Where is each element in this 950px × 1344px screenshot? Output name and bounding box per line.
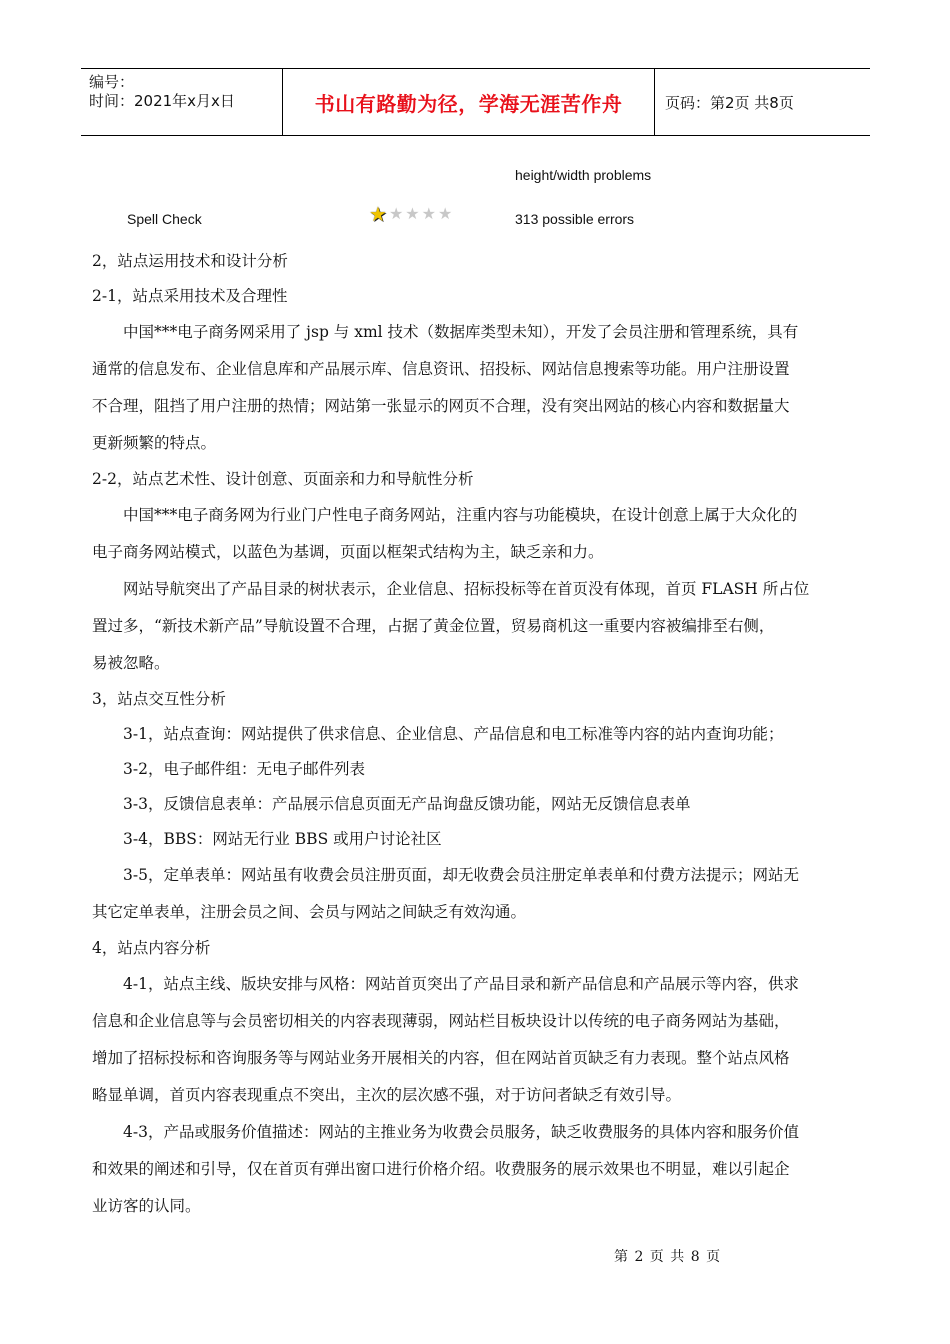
section-3-title: 3，站点交互性分析 (92, 690, 226, 708)
star-empty-icon: ★ (405, 204, 420, 223)
spell-check-result: 313 possible errors (515, 211, 635, 227)
spell-check-label: Spell Check (127, 211, 202, 227)
star-empty-icon: ★ (437, 204, 453, 223)
section-2-title: 2，站点运用技术和设计分析 (92, 252, 288, 270)
spell-check-rating (369, 202, 453, 226)
paragraph-line: 其它定单表单，注册会员之间、会员与网站之间缺乏有效沟通。 (92, 903, 527, 921)
star-empty-icon: ★ (388, 204, 404, 223)
paragraph-line: 电子商务网站模式，以蓝色为基调，页面以框架式结构为主，缺乏亲和力。 (92, 543, 604, 561)
paragraph-line: 置过多，“新技术新产品”导航设置不合理，占据了黄金位置，贸易商机这一重要内容被编排至右侧， (92, 617, 775, 635)
paragraph-line: 更新频繁的特点。 (92, 434, 217, 452)
star-filled-icon: ★ (369, 202, 387, 226)
paragraph-line: 易被忽略。 (92, 654, 170, 672)
page-footer: 第 2 页 共 8 页 (614, 1249, 722, 1265)
section-3-3-item: 3-3，反馈信息表单：产品展示信息页面无产品询盘反馈功能，网站无反馈信息表单 (123, 795, 691, 813)
page-info-text: 页码：第2页 共8页 (665, 93, 794, 112)
paragraph-line: 中国***电子商务网采用了 jsp 与 xml 技术（数据库类型未知），开发了会员注册和管理系统，具有 (123, 323, 799, 341)
number-label: 编号： (89, 73, 135, 91)
section-4-1-item: 4-1，站点主线、版块安排与风格：网站首页突出了产品目录和新产品信息和产品展示等内容，供求 (123, 975, 799, 993)
document-header (81, 68, 870, 136)
paragraph-line: 通常的信息发布、企业信息库和产品展示库、信息资讯、招投标、网站信息搜索等功能。用户注册设置 (92, 360, 790, 378)
paragraph-line: 增加了招标投标和咨询服务等与网站业务开展相关的内容，但在网站首页缺乏有力表现。整个站点风格 (92, 1049, 790, 1067)
paragraph-line: 网站导航突出了产品目录的树状表示，企业信息、招标投标等在首页没有体现，首页 FLASH 所占位 (123, 580, 810, 598)
section-4-3-item: 4-3，产品或服务价值描述：网站的主推业务为收费会员服务，缺乏收费服务的具体内容和服务价值 (123, 1123, 799, 1141)
header-meta (81, 69, 282, 135)
paragraph-line: 和效果的阐述和引导，仅在首页有弹出窗口进行价格介绍。收费服务的展示效果也不明显，难以引起企 (92, 1160, 790, 1178)
paragraph-line: 业访客的认同。 (92, 1197, 201, 1215)
section-3-4-item: 3-4，BBS：网站无行业 BBS 或用户讨论社区 (123, 830, 442, 848)
paragraph-line: 信息和企业信息等与会员密切相关的内容表现薄弱，网站栏目板块设计以传统的电子商务网站为基础， (92, 1012, 790, 1030)
document-body (92, 244, 860, 1225)
prev-eval-note: height/width problems (515, 167, 652, 183)
date-label: 时间：2021年x月x日 (89, 92, 235, 110)
header-motto-cell (282, 69, 655, 135)
paragraph-line: 中国***电子商务网为行业门户性电子商务网站，注重内容与功能模块，在设计创意上属于大众化的 (123, 506, 798, 524)
section-2-2-title: 2-2，站点艺术性、设计创意、页面亲和力和导航性分析 (92, 470, 474, 488)
star-empty-icon: ★ (421, 204, 436, 223)
section-4-title: 4，站点内容分析 (92, 939, 211, 957)
motto-text: 书山有路勤为径，学海无涯苦作舟 (314, 91, 623, 116)
section-3-1-item: 3-1，站点查询：网站提供了供求信息、企业信息、产品信息和电工标准等内容的站内查询功能； (123, 725, 784, 743)
paragraph-line: 不合理，阻挡了用户注册的热情；网站第一张显示的网页不合理，没有突出网站的核心内容和数据量大 (92, 397, 790, 415)
section-3-5-item: 3-5，定单表单：网站虽有收费会员注册页面，却无收费会员注册定单表单和付费方法提示；网站无 (123, 866, 799, 884)
section-2-1-title: 2-1，站点采用技术及合理性 (92, 287, 288, 305)
paragraph-line: 略显单调，首页内容表现重点不突出，主次的层次感不强，对于访问者缺乏有效引导。 (92, 1086, 682, 1104)
header-page-info (655, 69, 870, 135)
section-3-2-item: 3-2，电子邮件组：无电子邮件列表 (123, 760, 365, 778)
